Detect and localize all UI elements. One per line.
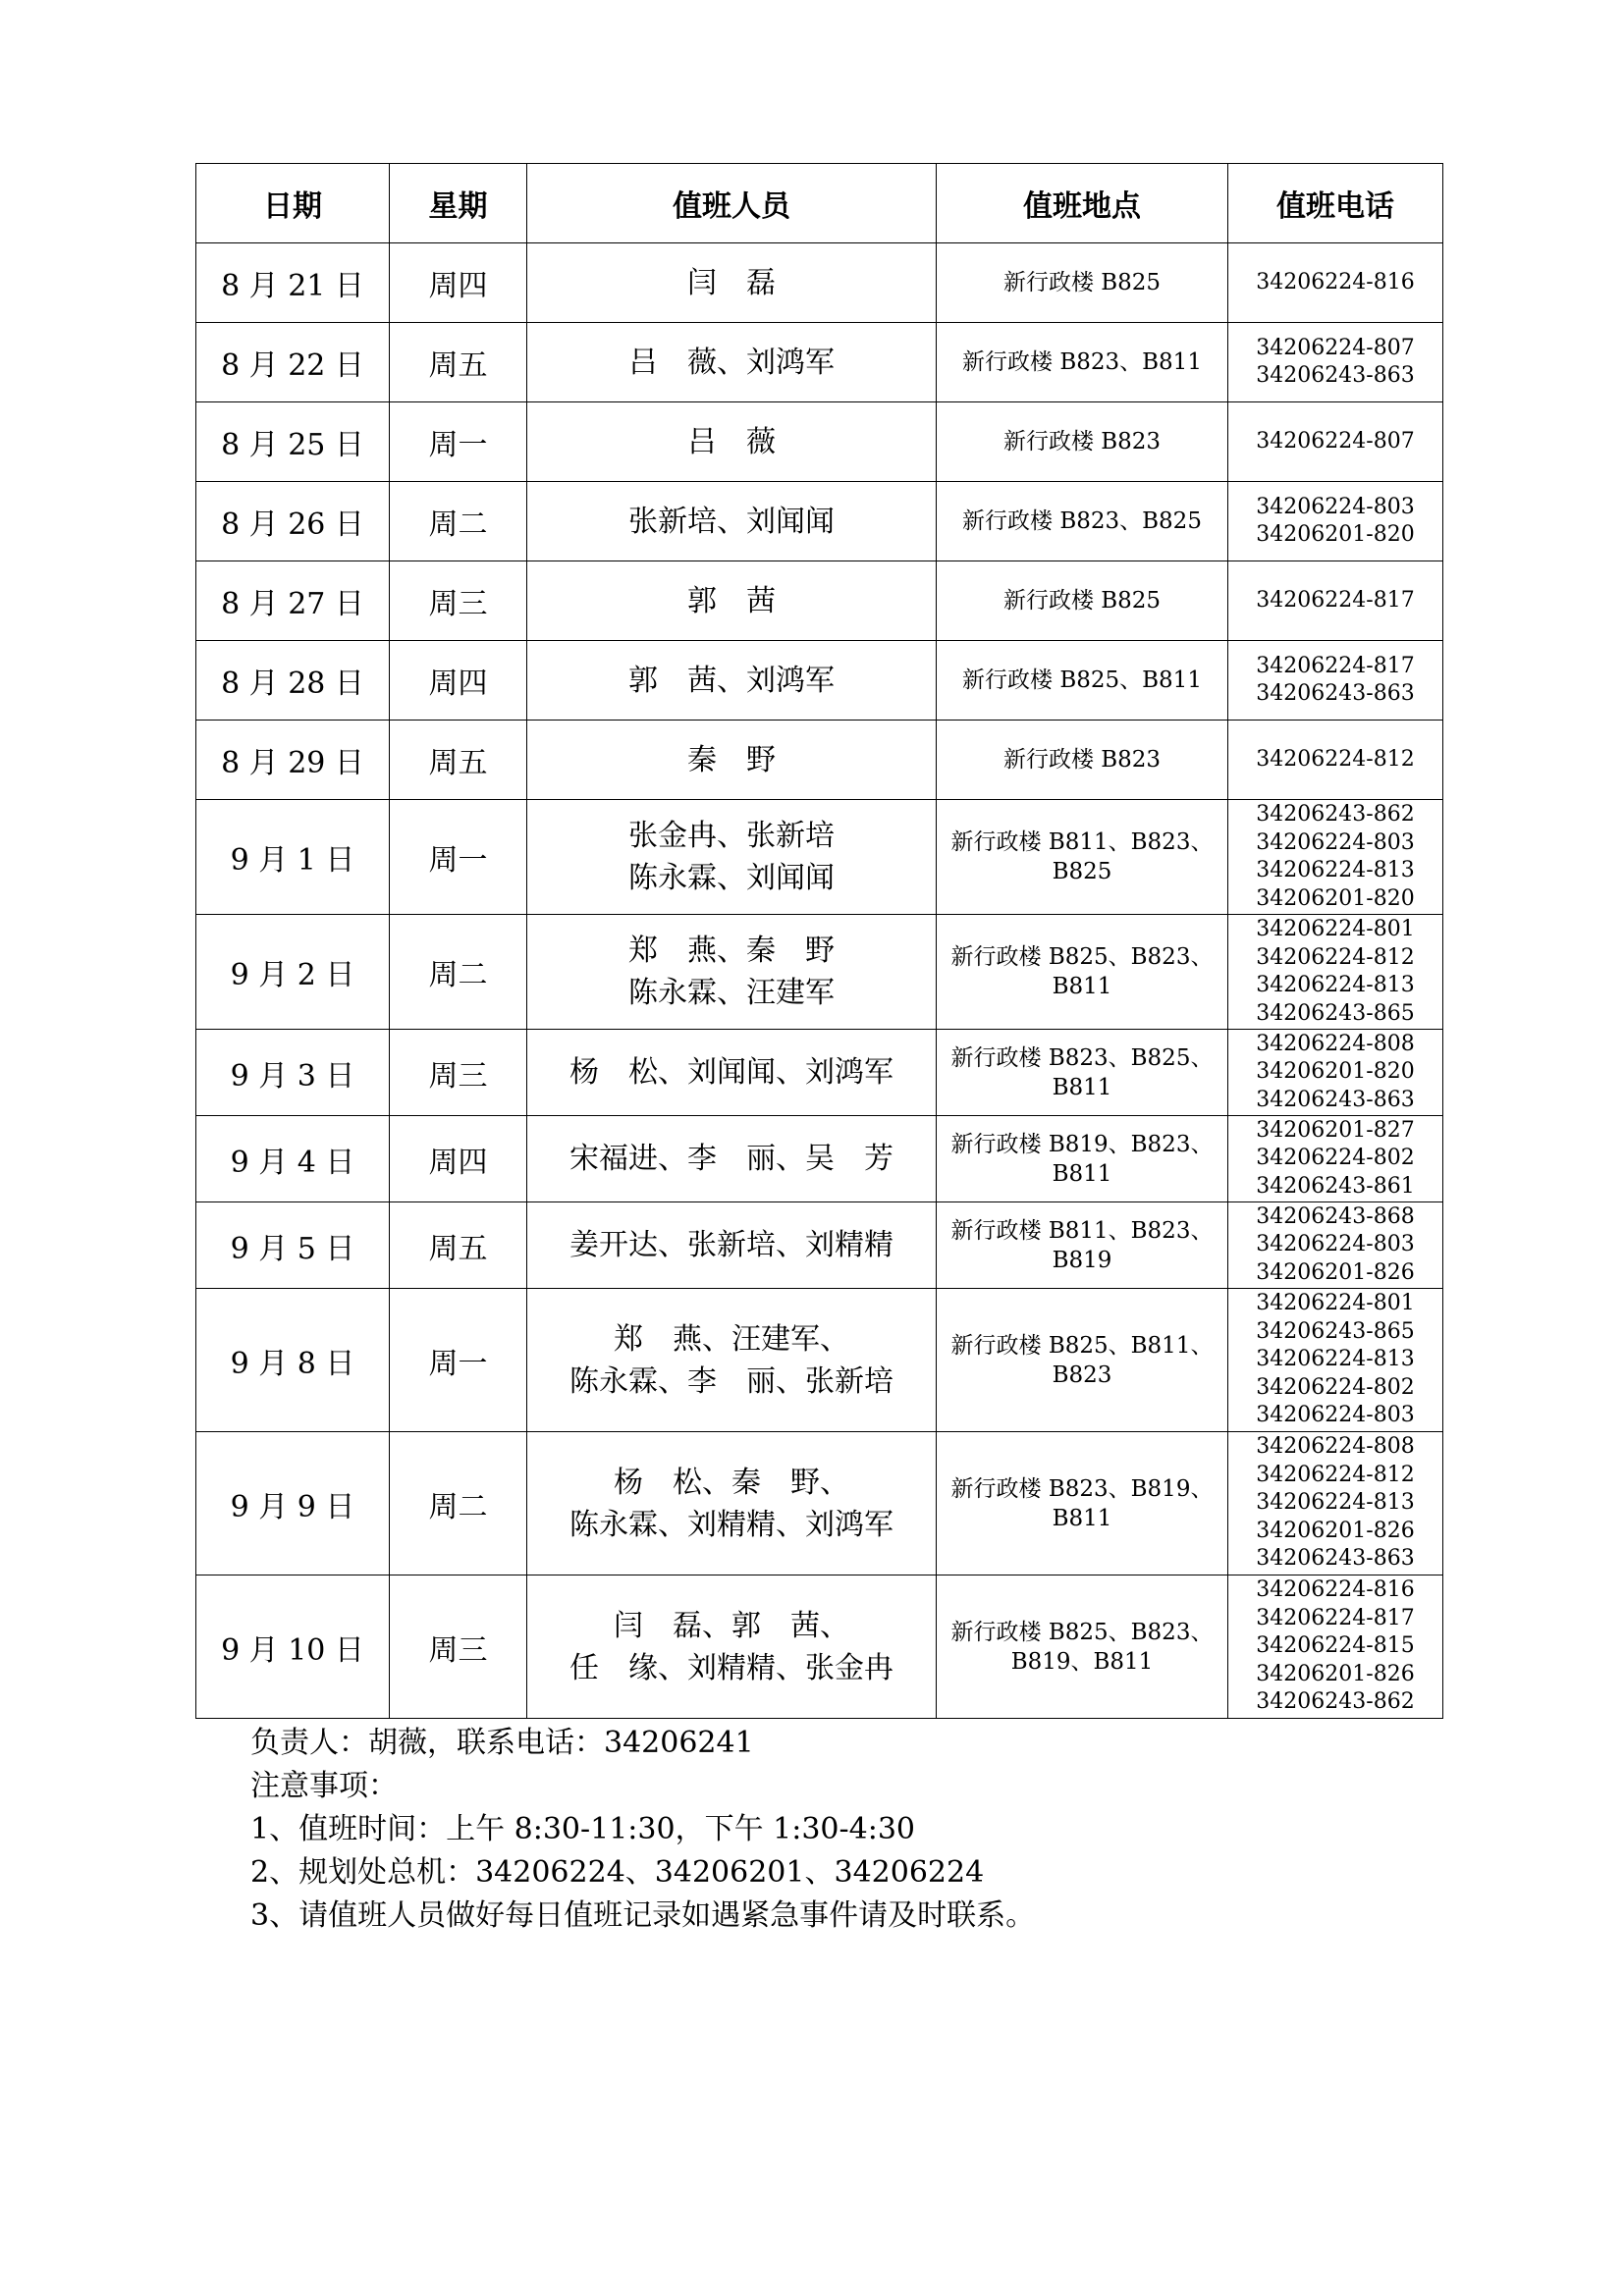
- table-row: [196, 402, 1443, 482]
- header-weekday: 星期: [390, 164, 527, 243]
- phone-cell: [1228, 482, 1443, 561]
- location-cell: [937, 1202, 1228, 1289]
- staff-cell-line: 郭 茜、刘鸿军: [628, 663, 835, 698]
- location-cell-line: B823: [1052, 1362, 1112, 1388]
- phone-cell-line: 34206224-817: [1256, 1605, 1415, 1630]
- phone-cell-line: 34206224-808: [1256, 1434, 1415, 1460]
- phone-cell-line: 34206224-801: [1256, 1291, 1415, 1316]
- phone-cell-line: 34206243-862: [1256, 1689, 1415, 1715]
- phone-cell: [1228, 915, 1443, 1030]
- staff-cell: [527, 721, 937, 800]
- note-item: 1、值班时间：上午 8:30-11:30，下午 1:30-4:30: [250, 1812, 915, 1846]
- weekday-cell: 周三: [390, 1030, 527, 1116]
- weekday-cell: 周一: [390, 402, 527, 482]
- table-row: [196, 482, 1443, 561]
- location-cell-line: 新行政楼 B823、B811: [962, 349, 1202, 375]
- staff-cell-line: 郑 燕、秦 野: [628, 934, 835, 968]
- staff-cell-line: 陈永霖、刘闻闻: [628, 861, 835, 895]
- table-row: [196, 1202, 1443, 1289]
- phone-cell-line: 34206243-863: [1256, 681, 1415, 706]
- header-row: [196, 164, 1443, 243]
- location-cell-line: 新行政楼 B823: [1002, 429, 1162, 454]
- phone-cell-line: 34206224-807: [1256, 428, 1415, 454]
- phone-cell-line: 34206201-826: [1256, 1661, 1415, 1686]
- staff-cell: [527, 641, 937, 721]
- location-cell-line: B811: [1052, 1505, 1112, 1531]
- header-staff: 值班人员: [527, 164, 937, 243]
- phone-cell-line: 34206201-820: [1256, 522, 1415, 547]
- footer-notes: [250, 1722, 1035, 1938]
- phone-cell-line: 34206201-826: [1256, 1518, 1415, 1543]
- staff-cell: [527, 915, 937, 1030]
- location-cell-line: 新行政楼 B811、B823、: [950, 829, 1214, 855]
- weekday-cell: 周五: [390, 721, 527, 800]
- phone-cell-line: 34206224-801: [1256, 917, 1415, 941]
- staff-cell-line: 吕 薇、刘鸿军: [628, 345, 835, 380]
- note-item: 2、规划处总机：34206224、34206201、34206224: [250, 1855, 985, 1890]
- phone-cell-line: 34206224-802: [1256, 1374, 1415, 1400]
- location-cell: [937, 243, 1228, 323]
- weekday-cell: 周三: [390, 1575, 527, 1719]
- location-cell-line: 新行政楼 B819、B823、: [950, 1131, 1214, 1157]
- location-cell-line: 新行政楼 B825、B823、: [950, 1619, 1214, 1645]
- table-row: [196, 1116, 1443, 1202]
- staff-cell: [527, 1116, 937, 1202]
- date-cell: 9 月 2 日: [196, 915, 390, 1030]
- staff-cell-line: 闫 磊、郭 茜、: [614, 1608, 849, 1643]
- date-cell: 8 月 22 日: [196, 323, 390, 402]
- phone-cell: [1228, 243, 1443, 323]
- phone-cell-line: 34206224-817: [1256, 653, 1415, 678]
- date-cell: 9 月 10 日: [196, 1575, 390, 1719]
- staff-cell: [527, 1432, 937, 1575]
- staff-cell: [527, 323, 937, 402]
- location-cell-line: 新行政楼 B823、B825: [962, 508, 1202, 534]
- weekday-cell: 周四: [390, 243, 527, 323]
- weekday-cell: 周三: [390, 561, 527, 641]
- table-row: [196, 1289, 1443, 1432]
- staff-cell-line: 秦 野: [687, 742, 776, 777]
- staff-cell: [527, 1289, 937, 1432]
- phone-cell-line: 34206224-816: [1256, 1577, 1415, 1603]
- weekday-cell: 周一: [390, 800, 527, 915]
- location-cell: [937, 1575, 1228, 1719]
- phone-cell: [1228, 721, 1443, 800]
- duty-schedule-table: [195, 163, 1443, 1719]
- date-cell: 9 月 9 日: [196, 1432, 390, 1575]
- date-cell: 8 月 28 日: [196, 641, 390, 721]
- weekday-cell: 周五: [390, 1202, 527, 1289]
- phone-cell-line: 34206224-812: [1256, 944, 1415, 970]
- phone-cell-line: 34206224-808: [1256, 1031, 1415, 1056]
- date-cell: 8 月 29 日: [196, 721, 390, 800]
- phone-cell-line: 34206224-803: [1256, 494, 1415, 519]
- phone-cell: [1228, 323, 1443, 402]
- phone-cell-line: 34206224-803: [1256, 1232, 1415, 1257]
- staff-cell: [527, 243, 937, 323]
- phone-cell-line: 34206224-813: [1256, 1490, 1415, 1516]
- table-row: [196, 1432, 1443, 1575]
- staff-cell: [527, 1575, 937, 1719]
- staff-cell: [527, 1030, 937, 1116]
- phone-cell: [1228, 1289, 1443, 1432]
- phone-cell-line: 34206224-803: [1256, 1403, 1415, 1428]
- phone-cell-line: 34206243-861: [1256, 1173, 1415, 1199]
- phone-cell: [1228, 402, 1443, 482]
- location-cell-line: 新行政楼 B823、B819、: [950, 1475, 1214, 1502]
- date-cell: 9 月 3 日: [196, 1030, 390, 1116]
- staff-cell: [527, 402, 937, 482]
- table-row: [196, 1575, 1443, 1719]
- responsible-contact: 负责人：胡薇，联系电话：34206241: [250, 1726, 754, 1760]
- phone-cell-line: 34206243-863: [1256, 1087, 1415, 1112]
- date-cell: 9 月 1 日: [196, 800, 390, 915]
- location-cell-line: 新行政楼 B825、B823、: [950, 944, 1214, 970]
- weekday-cell: 周一: [390, 1289, 527, 1432]
- location-cell: [937, 1030, 1228, 1116]
- phone-cell-line: 34206201-820: [1256, 885, 1415, 911]
- weekday-cell: 周五: [390, 323, 527, 402]
- table-row: [196, 800, 1443, 915]
- location-cell: [937, 800, 1228, 915]
- table-row: [196, 641, 1443, 721]
- staff-cell-line: 陈永霖、刘精精、刘鸿军: [569, 1507, 893, 1542]
- phone-cell: [1228, 561, 1443, 641]
- phone-cell-line: 34206243-863: [1256, 1546, 1415, 1572]
- phone-cell-line: 34206243-862: [1256, 802, 1415, 827]
- phone-cell-line: 34206224-816: [1256, 269, 1415, 294]
- location-cell-line: B819、B811: [1010, 1648, 1154, 1675]
- date-cell: 8 月 26 日: [196, 482, 390, 561]
- note-item: 3、请值班人员做好每日值班记录如遇紧急事件请及时联系。: [250, 1898, 1036, 1933]
- phone-cell: [1228, 1116, 1443, 1202]
- location-cell-line: 新行政楼 B825、B811、: [950, 1332, 1214, 1359]
- phone-cell-line: 34206224-812: [1256, 1462, 1415, 1487]
- phone-cell: [1228, 1432, 1443, 1575]
- staff-cell-line: 陈永霖、李 丽、张新培: [569, 1363, 893, 1399]
- phone-cell-line: 34206243-865: [1256, 1000, 1415, 1026]
- staff-cell-line: 杨 松、刘闻闻、刘鸿军: [569, 1055, 893, 1090]
- table-row: [196, 915, 1443, 1030]
- location-cell: [937, 641, 1228, 721]
- staff-cell: [527, 800, 937, 915]
- staff-cell-line: 宋福进、李 丽、吴 芳: [569, 1142, 893, 1176]
- phone-cell-line: 34206243-868: [1256, 1203, 1415, 1229]
- staff-cell-line: 吕 薇: [687, 424, 776, 459]
- location-cell: [937, 915, 1228, 1030]
- weekday-cell: 周二: [390, 915, 527, 1030]
- date-cell: 9 月 4 日: [196, 1116, 390, 1202]
- location-cell: [937, 1116, 1228, 1202]
- phone-cell-line: 34206201-820: [1256, 1059, 1415, 1085]
- staff-cell-line: 陈永霖、汪建军: [628, 976, 835, 1010]
- staff-cell: [527, 482, 937, 561]
- phone-cell-line: 34206201-827: [1256, 1117, 1415, 1143]
- table-row: [196, 323, 1443, 402]
- location-cell-line: 新行政楼 B825: [1002, 588, 1162, 614]
- staff-cell-line: 闫 磊: [687, 265, 776, 300]
- location-cell-line: B825: [1052, 859, 1112, 884]
- date-cell: 8 月 25 日: [196, 402, 390, 482]
- weekday-cell: 周二: [390, 1432, 527, 1575]
- phone-cell-line: 34206224-815: [1256, 1633, 1415, 1659]
- location-cell-line: 新行政楼 B823: [1002, 747, 1162, 773]
- staff-cell-line: 杨 松、秦 野、: [614, 1465, 849, 1500]
- phone-cell-line: 34206224-813: [1256, 973, 1415, 997]
- phone-cell-line: 34206243-863: [1256, 363, 1415, 388]
- phone-cell-line: 34206224-812: [1256, 746, 1415, 772]
- location-cell-line: 新行政楼 B825: [1002, 270, 1162, 295]
- date-cell: 9 月 8 日: [196, 1289, 390, 1432]
- table-row: [196, 721, 1443, 800]
- phone-cell: [1228, 1575, 1443, 1719]
- location-cell-line: 新行政楼 B811、B823、: [950, 1217, 1214, 1244]
- weekday-cell: 周二: [390, 482, 527, 561]
- phone-cell-line: 34206224-813: [1256, 1347, 1415, 1372]
- staff-cell-line: 郭 茜: [687, 583, 776, 618]
- location-cell: [937, 323, 1228, 402]
- staff-cell: [527, 561, 937, 641]
- staff-cell: [527, 1202, 937, 1289]
- weekday-cell: 周四: [390, 1116, 527, 1202]
- staff-cell-line: 郑 燕、汪建军、: [614, 1321, 849, 1357]
- phone-cell: [1228, 1030, 1443, 1116]
- phone-cell: [1228, 641, 1443, 721]
- table-row: [196, 1030, 1443, 1116]
- staff-cell-line: 张新培、刘闻闻: [628, 504, 835, 539]
- phone-cell-line: 34206224-803: [1256, 829, 1415, 855]
- phone-cell-line: 34206201-826: [1256, 1259, 1415, 1285]
- location-cell: [937, 1432, 1228, 1575]
- phone-cell: [1228, 800, 1443, 915]
- location-cell-line: 新行政楼 B825、B811: [962, 667, 1202, 693]
- date-cell: 9 月 5 日: [196, 1202, 390, 1289]
- staff-cell-line: 姜开达、张新培、刘精精: [569, 1228, 893, 1262]
- location-cell: [937, 402, 1228, 482]
- header-phone: 值班电话: [1228, 164, 1443, 243]
- location-cell: [937, 721, 1228, 800]
- date-cell: 8 月 27 日: [196, 561, 390, 641]
- location-cell: [937, 561, 1228, 641]
- phone-cell: [1228, 1202, 1443, 1289]
- phone-cell-line: 34206224-802: [1256, 1146, 1415, 1171]
- header-location: 值班地点: [937, 164, 1228, 243]
- table-body: [196, 243, 1443, 1719]
- phone-cell-line: 34206224-817: [1256, 587, 1415, 613]
- weekday-cell: 周四: [390, 641, 527, 721]
- location-cell-line: B819: [1052, 1247, 1112, 1273]
- staff-cell-line: 张金冉、张新培: [628, 819, 835, 853]
- phone-cell-line: 34206224-813: [1256, 858, 1415, 882]
- location-cell-line: 新行政楼 B823、B825、: [950, 1044, 1214, 1071]
- phone-cell-line: 34206243-865: [1256, 1318, 1415, 1344]
- phone-cell-line: 34206224-807: [1256, 335, 1415, 360]
- location-cell: [937, 1289, 1228, 1432]
- table-row: [196, 561, 1443, 641]
- staff-cell-line: 任 缘、刘精精、张金冉: [569, 1650, 893, 1685]
- location-cell-line: B811: [1052, 974, 1112, 999]
- date-cell: 8 月 21 日: [196, 243, 390, 323]
- location-cell: [937, 482, 1228, 561]
- notes-title: 注意事项：: [250, 1769, 398, 1803]
- table-row: [196, 243, 1443, 323]
- header-date: 日期: [196, 164, 390, 243]
- location-cell-line: B811: [1052, 1160, 1112, 1187]
- location-cell-line: B811: [1052, 1074, 1112, 1100]
